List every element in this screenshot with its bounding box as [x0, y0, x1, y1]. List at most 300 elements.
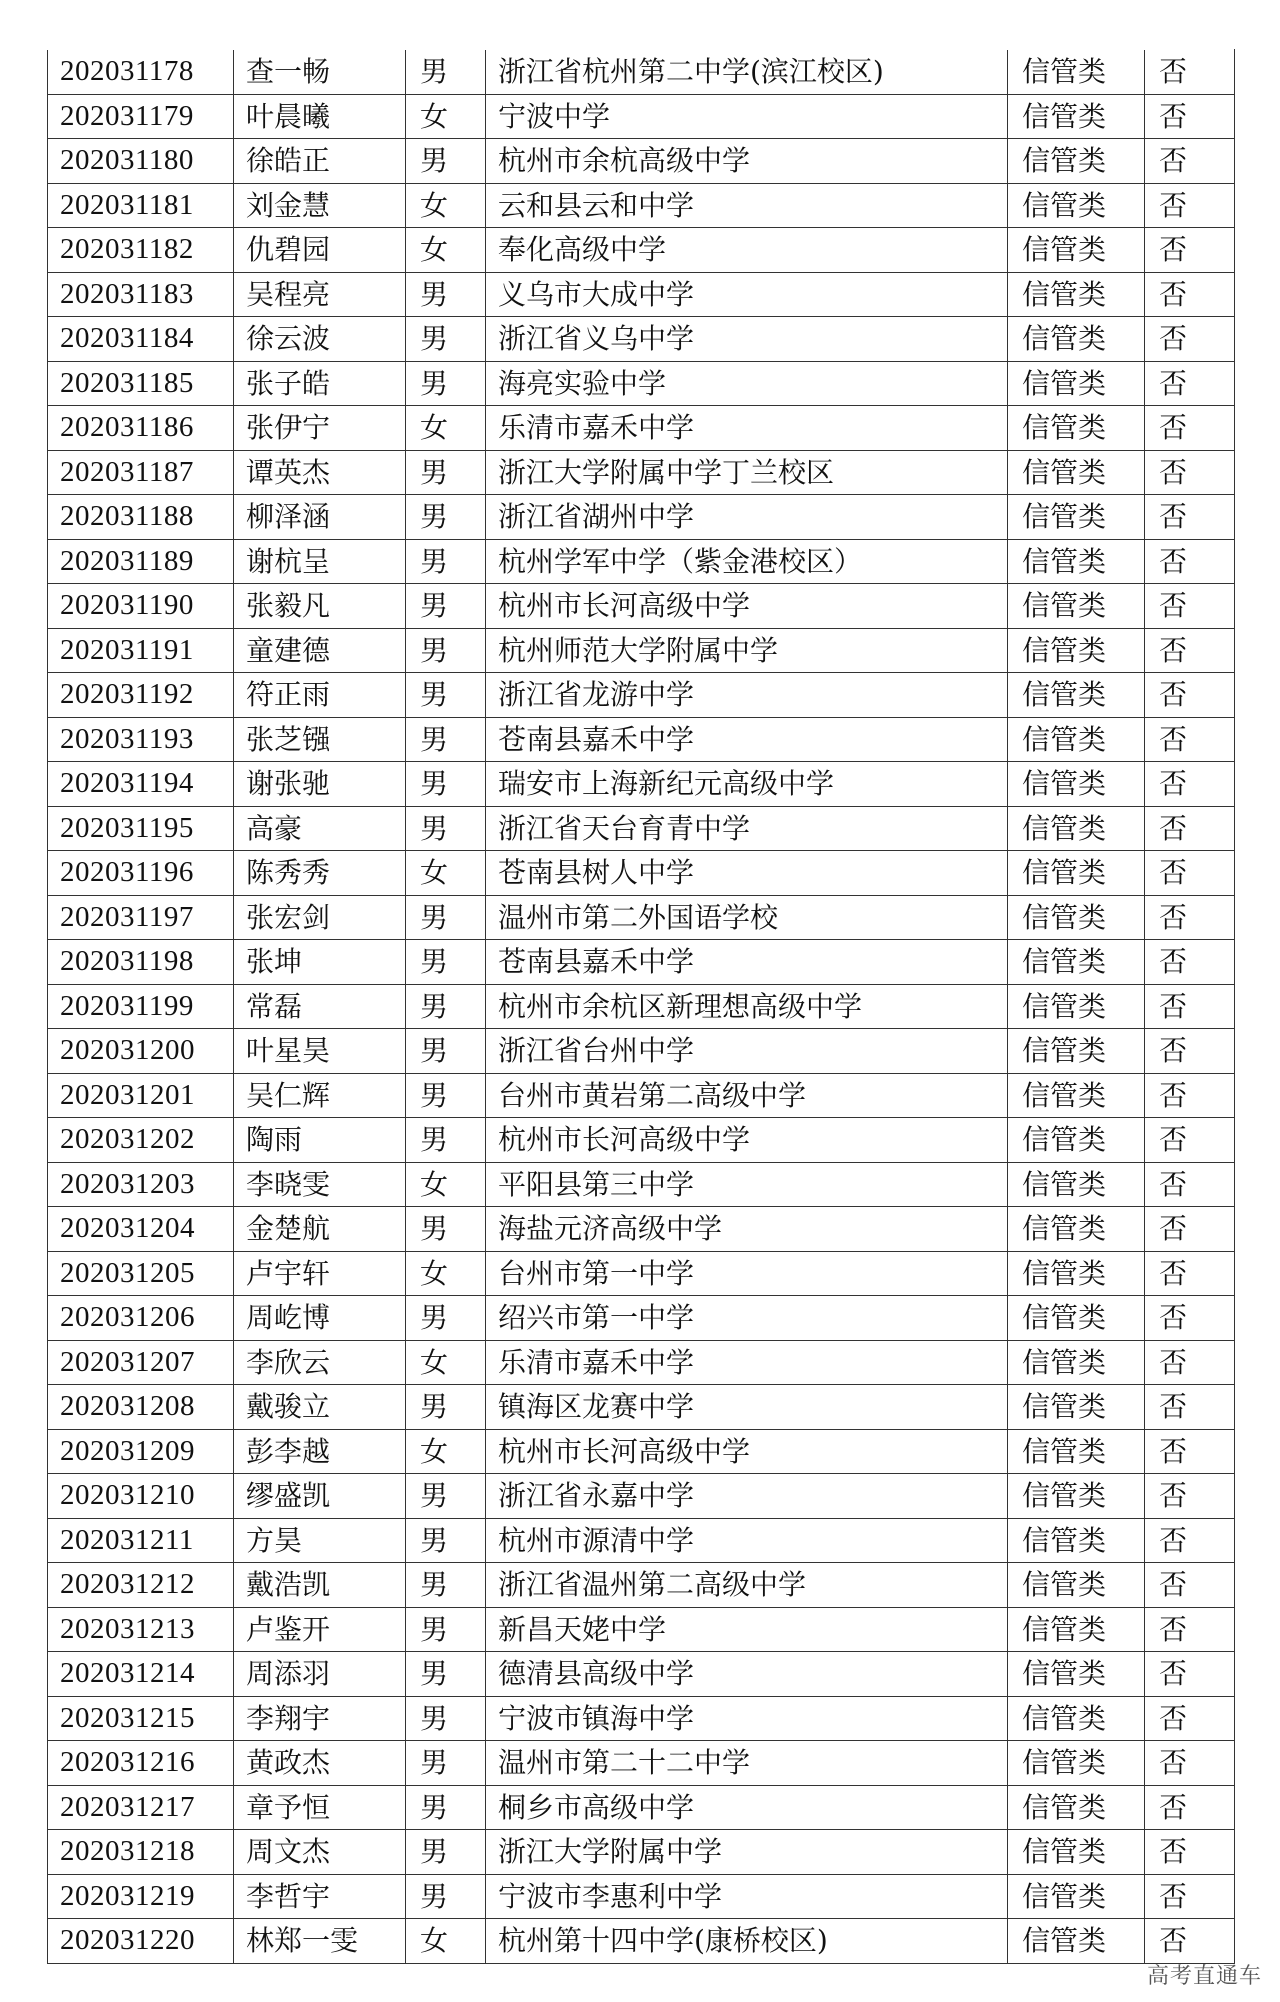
flag-cell: 否	[1145, 1785, 1235, 1830]
school-cell: 海亮实验中学	[486, 361, 1008, 406]
student-name-cell: 徐云波	[234, 317, 406, 362]
flag-cell: 否	[1145, 1474, 1235, 1519]
gender-cell: 男	[406, 495, 486, 540]
flag-cell: 否	[1145, 1741, 1235, 1786]
table-row	[48, 984, 1235, 1029]
table-row	[48, 1652, 1235, 1697]
school-cell: 浙江省龙游中学	[486, 673, 1008, 718]
flag-cell: 否	[1145, 895, 1235, 940]
student-id-cell: 202031198	[48, 940, 234, 985]
table-row	[48, 1251, 1235, 1296]
school-cell: 杭州市长河高级中学	[486, 1429, 1008, 1474]
table-row	[48, 1296, 1235, 1341]
table-row	[48, 1385, 1235, 1430]
major-type-cell: 信管类	[1008, 1785, 1145, 1830]
table-row	[48, 851, 1235, 896]
table-row	[48, 673, 1235, 718]
school-cell: 苍南县嘉禾中学	[486, 717, 1008, 762]
student-name-cell: 黄政杰	[234, 1741, 406, 1786]
school-cell: 浙江省天台育青中学	[486, 806, 1008, 851]
flag-cell: 否	[1145, 717, 1235, 762]
student-name-cell: 张子皓	[234, 361, 406, 406]
school-cell: 宁波市李惠利中学	[486, 1874, 1008, 1919]
flag-cell: 否	[1145, 1251, 1235, 1296]
major-type-cell: 信管类	[1008, 628, 1145, 673]
flag-cell: 否	[1145, 361, 1235, 406]
gender-cell: 男	[406, 317, 486, 362]
school-cell: 浙江大学附属中学丁兰校区	[486, 450, 1008, 495]
student-name-cell: 章予恒	[234, 1785, 406, 1830]
school-cell: 宁波市镇海中学	[486, 1696, 1008, 1741]
school-cell: 杭州学军中学（紫金港校区）	[486, 539, 1008, 584]
student-id-cell: 202031187	[48, 450, 234, 495]
school-cell: 义乌市大成中学	[486, 272, 1008, 317]
table-row	[48, 940, 1235, 985]
school-cell: 浙江大学附属中学	[486, 1830, 1008, 1875]
flag-cell: 否	[1145, 940, 1235, 985]
table-row	[48, 183, 1235, 228]
school-cell: 浙江省温州第二高级中学	[486, 1563, 1008, 1608]
major-type-cell: 信管类	[1008, 94, 1145, 139]
gender-cell: 男	[406, 1607, 486, 1652]
table-row	[48, 1563, 1235, 1608]
table-row	[48, 272, 1235, 317]
school-cell: 云和县云和中学	[486, 183, 1008, 228]
school-cell: 海盐元济高级中学	[486, 1207, 1008, 1252]
student-name-cell: 李晓雯	[234, 1162, 406, 1207]
student-id-cell: 202031185	[48, 361, 234, 406]
major-type-cell: 信管类	[1008, 1162, 1145, 1207]
gender-cell: 男	[406, 1073, 486, 1118]
student-id-cell: 202031207	[48, 1340, 234, 1385]
student-name-cell: 吴仁辉	[234, 1073, 406, 1118]
student-id-cell: 202031197	[48, 895, 234, 940]
student-name-cell: 卢鉴开	[234, 1607, 406, 1652]
gender-cell: 女	[406, 1919, 486, 1964]
major-type-cell: 信管类	[1008, 1607, 1145, 1652]
school-cell: 杭州第十四中学(康桥校区)	[486, 1919, 1008, 1964]
flag-cell: 否	[1145, 1607, 1235, 1652]
gender-cell: 男	[406, 1696, 486, 1741]
student-name-cell: 谢杭呈	[234, 539, 406, 584]
gender-cell: 男	[406, 1830, 486, 1875]
student-name-cell: 查一畅	[234, 50, 406, 95]
gender-cell: 男	[406, 806, 486, 851]
school-cell: 浙江省杭州第二中学(滨江校区)	[486, 50, 1008, 95]
table-row	[48, 1741, 1235, 1786]
student-name-cell: 叶星昊	[234, 1029, 406, 1074]
school-cell: 浙江省义乌中学	[486, 317, 1008, 362]
student-name-cell: 戴浩凯	[234, 1563, 406, 1608]
major-type-cell: 信管类	[1008, 1251, 1145, 1296]
gender-cell: 男	[406, 450, 486, 495]
major-type-cell: 信管类	[1008, 1118, 1145, 1163]
student-id-cell: 202031217	[48, 1785, 234, 1830]
watermark-text: 高考直通车	[1146, 1964, 1262, 1989]
flag-cell: 否	[1145, 628, 1235, 673]
major-type-cell: 信管类	[1008, 1385, 1145, 1430]
flag-cell: 否	[1145, 1385, 1235, 1430]
flag-cell: 否	[1145, 762, 1235, 807]
student-name-cell: 周添羽	[234, 1652, 406, 1697]
major-type-cell: 信管类	[1008, 50, 1145, 95]
school-cell: 台州市第一中学	[486, 1251, 1008, 1296]
school-cell: 瑞安市上海新纪元高级中学	[486, 762, 1008, 807]
gender-cell: 男	[406, 272, 486, 317]
gender-cell: 女	[406, 228, 486, 273]
student-id-cell: 202031211	[48, 1518, 234, 1563]
flag-cell: 否	[1145, 806, 1235, 851]
student-name-cell: 仇碧园	[234, 228, 406, 273]
table-row	[48, 1429, 1235, 1474]
flag-cell: 否	[1145, 495, 1235, 540]
school-cell: 绍兴市第一中学	[486, 1296, 1008, 1341]
student-id-cell: 202031214	[48, 1652, 234, 1697]
major-type-cell: 信管类	[1008, 1429, 1145, 1474]
flag-cell: 否	[1145, 1518, 1235, 1563]
flag-cell: 否	[1145, 1340, 1235, 1385]
gender-cell: 男	[406, 50, 486, 95]
gender-cell: 女	[406, 183, 486, 228]
school-cell: 宁波中学	[486, 94, 1008, 139]
gender-cell: 男	[406, 1518, 486, 1563]
table-row	[48, 1029, 1235, 1074]
student-name-cell: 吴程亮	[234, 272, 406, 317]
gender-cell: 男	[406, 584, 486, 629]
student-id-cell: 202031194	[48, 762, 234, 807]
page-top-edge	[47, 44, 1234, 50]
major-type-cell: 信管类	[1008, 940, 1145, 985]
table-row	[48, 1518, 1235, 1563]
school-cell: 德清县高级中学	[486, 1652, 1008, 1697]
major-type-cell: 信管类	[1008, 584, 1145, 629]
major-type-cell: 信管类	[1008, 1652, 1145, 1697]
student-name-cell: 柳泽涵	[234, 495, 406, 540]
student-id-cell: 202031178	[48, 50, 234, 95]
table-row	[48, 717, 1235, 762]
gender-cell: 男	[406, 1207, 486, 1252]
student-id-cell: 202031181	[48, 183, 234, 228]
gender-cell: 男	[406, 1563, 486, 1608]
flag-cell: 否	[1145, 1652, 1235, 1697]
student-id-cell: 202031202	[48, 1118, 234, 1163]
student-id-cell: 202031208	[48, 1385, 234, 1430]
student-name-cell: 谢张驰	[234, 762, 406, 807]
student-id-cell: 202031192	[48, 673, 234, 718]
gender-cell: 男	[406, 1785, 486, 1830]
student-id-cell: 202031203	[48, 1162, 234, 1207]
gender-cell: 男	[406, 1296, 486, 1341]
school-cell: 桐乡市高级中学	[486, 1785, 1008, 1830]
major-type-cell: 信管类	[1008, 984, 1145, 1029]
table-row	[48, 361, 1235, 406]
flag-cell: 否	[1145, 984, 1235, 1029]
school-cell: 杭州市长河高级中学	[486, 584, 1008, 629]
major-type-cell: 信管类	[1008, 1563, 1145, 1608]
table-row	[48, 895, 1235, 940]
major-type-cell: 信管类	[1008, 183, 1145, 228]
student-name-cell: 刘金慧	[234, 183, 406, 228]
student-id-cell: 202031206	[48, 1296, 234, 1341]
student-name-cell: 周屹博	[234, 1296, 406, 1341]
gender-cell: 男	[406, 139, 486, 184]
major-type-cell: 信管类	[1008, 673, 1145, 718]
student-id-cell: 202031188	[48, 495, 234, 540]
gender-cell: 男	[406, 984, 486, 1029]
major-type-cell: 信管类	[1008, 361, 1145, 406]
flag-cell: 否	[1145, 228, 1235, 273]
table-row	[48, 495, 1235, 540]
student-name-cell: 童建德	[234, 628, 406, 673]
student-id-cell: 202031220	[48, 1919, 234, 1964]
gender-cell: 男	[406, 762, 486, 807]
student-id-cell: 202031200	[48, 1029, 234, 1074]
table-row	[48, 1830, 1235, 1875]
student-id-cell: 202031191	[48, 628, 234, 673]
gender-cell: 女	[406, 1340, 486, 1385]
table-row	[48, 450, 1235, 495]
student-id-cell: 202031184	[48, 317, 234, 362]
student-id-cell: 202031209	[48, 1429, 234, 1474]
major-type-cell: 信管类	[1008, 851, 1145, 896]
major-type-cell: 信管类	[1008, 1518, 1145, 1563]
major-type-cell: 信管类	[1008, 762, 1145, 807]
major-type-cell: 信管类	[1008, 139, 1145, 184]
school-cell: 浙江省永嘉中学	[486, 1474, 1008, 1519]
table-row	[48, 1207, 1235, 1252]
school-cell: 台州市黄岩第二高级中学	[486, 1073, 1008, 1118]
major-type-cell: 信管类	[1008, 1830, 1145, 1875]
flag-cell: 否	[1145, 94, 1235, 139]
school-cell: 乐清市嘉禾中学	[486, 406, 1008, 451]
student-name-cell: 张伊宁	[234, 406, 406, 451]
gender-cell: 男	[406, 1874, 486, 1919]
table-row	[48, 539, 1235, 584]
table-row	[48, 1474, 1235, 1519]
flag-cell: 否	[1145, 1207, 1235, 1252]
major-type-cell: 信管类	[1008, 717, 1145, 762]
table-row	[48, 1919, 1235, 1964]
student-name-cell: 张宏剑	[234, 895, 406, 940]
student-name-cell: 缪盛凯	[234, 1474, 406, 1519]
student-name-cell: 张坤	[234, 940, 406, 985]
flag-cell: 否	[1145, 539, 1235, 584]
flag-cell: 否	[1145, 1919, 1235, 1964]
student-name-cell: 叶晨曦	[234, 94, 406, 139]
flag-cell: 否	[1145, 1162, 1235, 1207]
student-name-cell: 方昊	[234, 1518, 406, 1563]
gender-cell: 男	[406, 895, 486, 940]
flag-cell: 否	[1145, 1073, 1235, 1118]
student-id-cell: 202031195	[48, 806, 234, 851]
student-name-cell: 陶雨	[234, 1118, 406, 1163]
student-id-cell: 202031193	[48, 717, 234, 762]
school-cell: 苍南县树人中学	[486, 851, 1008, 896]
flag-cell: 否	[1145, 1429, 1235, 1474]
school-cell: 乐清市嘉禾中学	[486, 1340, 1008, 1385]
gender-cell: 男	[406, 1385, 486, 1430]
flag-cell: 否	[1145, 183, 1235, 228]
major-type-cell: 信管类	[1008, 1696, 1145, 1741]
gender-cell: 女	[406, 94, 486, 139]
student-id-cell: 202031213	[48, 1607, 234, 1652]
student-id-cell: 202031210	[48, 1474, 234, 1519]
admission-list-sheet	[47, 49, 1234, 1964]
major-type-cell: 信管类	[1008, 228, 1145, 273]
student-id-cell: 202031204	[48, 1207, 234, 1252]
student-name-cell: 卢宇轩	[234, 1251, 406, 1296]
flag-cell: 否	[1145, 272, 1235, 317]
table-row	[48, 1696, 1235, 1741]
table-row	[48, 762, 1235, 807]
table-row	[48, 406, 1235, 451]
student-id-cell: 202031189	[48, 539, 234, 584]
flag-cell: 否	[1145, 450, 1235, 495]
student-id-cell: 202031180	[48, 139, 234, 184]
student-id-cell: 202031196	[48, 851, 234, 896]
major-type-cell: 信管类	[1008, 406, 1145, 451]
student-name-cell: 常磊	[234, 984, 406, 1029]
school-cell: 杭州市源清中学	[486, 1518, 1008, 1563]
gender-cell: 男	[406, 940, 486, 985]
student-name-cell: 李哲宇	[234, 1874, 406, 1919]
student-name-cell: 林郑一雯	[234, 1919, 406, 1964]
major-type-cell: 信管类	[1008, 1207, 1145, 1252]
flag-cell: 否	[1145, 1874, 1235, 1919]
student-id-cell: 202031205	[48, 1251, 234, 1296]
major-type-cell: 信管类	[1008, 1874, 1145, 1919]
flag-cell: 否	[1145, 1296, 1235, 1341]
major-type-cell: 信管类	[1008, 450, 1145, 495]
table-row	[48, 1162, 1235, 1207]
student-name-cell: 徐皓正	[234, 139, 406, 184]
student-name-cell: 高豪	[234, 806, 406, 851]
major-type-cell: 信管类	[1008, 1073, 1145, 1118]
gender-cell: 女	[406, 1429, 486, 1474]
school-cell: 温州市第二外国语学校	[486, 895, 1008, 940]
school-cell: 杭州市长河高级中学	[486, 1118, 1008, 1163]
student-name-cell: 李翔宇	[234, 1696, 406, 1741]
school-cell: 苍南县嘉禾中学	[486, 940, 1008, 985]
student-id-cell: 202031179	[48, 94, 234, 139]
gender-cell: 男	[406, 1741, 486, 1786]
school-cell: 杭州市余杭区新理想高级中学	[486, 984, 1008, 1029]
table-row	[48, 806, 1235, 851]
student-id-cell: 202031186	[48, 406, 234, 451]
student-name-cell: 李欣云	[234, 1340, 406, 1385]
gender-cell: 女	[406, 851, 486, 896]
gender-cell: 男	[406, 673, 486, 718]
school-cell: 杭州市余杭高级中学	[486, 139, 1008, 184]
student-name-cell: 符正雨	[234, 673, 406, 718]
flag-cell: 否	[1145, 584, 1235, 629]
major-type-cell: 信管类	[1008, 1296, 1145, 1341]
gender-cell: 男	[406, 1474, 486, 1519]
gender-cell: 男	[406, 1652, 486, 1697]
table-row	[48, 1607, 1235, 1652]
student-id-cell: 202031216	[48, 1741, 234, 1786]
flag-cell: 否	[1145, 406, 1235, 451]
table-row	[48, 228, 1235, 273]
gender-cell: 男	[406, 717, 486, 762]
student-id-cell: 202031199	[48, 984, 234, 1029]
gender-cell: 男	[406, 628, 486, 673]
table-row	[48, 1073, 1235, 1118]
student-name-cell: 金楚航	[234, 1207, 406, 1252]
student-id-cell: 202031201	[48, 1073, 234, 1118]
flag-cell: 否	[1145, 139, 1235, 184]
table-row	[48, 50, 1235, 95]
table-row	[48, 584, 1235, 629]
flag-cell: 否	[1145, 1118, 1235, 1163]
student-name-cell: 彭李越	[234, 1429, 406, 1474]
student-id-cell: 202031219	[48, 1874, 234, 1919]
flag-cell: 否	[1145, 1830, 1235, 1875]
major-type-cell: 信管类	[1008, 1741, 1145, 1786]
gender-cell: 女	[406, 406, 486, 451]
flag-cell: 否	[1145, 1696, 1235, 1741]
school-cell: 温州市第二十二中学	[486, 1741, 1008, 1786]
table-row	[48, 1118, 1235, 1163]
major-type-cell: 信管类	[1008, 495, 1145, 540]
gender-cell: 女	[406, 1251, 486, 1296]
major-type-cell: 信管类	[1008, 1474, 1145, 1519]
admission-table	[47, 49, 1235, 1964]
major-type-cell: 信管类	[1008, 1029, 1145, 1074]
student-id-cell: 202031182	[48, 228, 234, 273]
major-type-cell: 信管类	[1008, 1340, 1145, 1385]
student-name-cell: 张毅凡	[234, 584, 406, 629]
flag-cell: 否	[1145, 673, 1235, 718]
student-name-cell: 谭英杰	[234, 450, 406, 495]
table-row	[48, 317, 1235, 362]
student-id-cell: 202031215	[48, 1696, 234, 1741]
student-name-cell: 戴骏立	[234, 1385, 406, 1430]
student-name-cell: 陈秀秀	[234, 851, 406, 896]
table-body	[48, 50, 1235, 1964]
major-type-cell: 信管类	[1008, 1919, 1145, 1964]
table-row	[48, 1785, 1235, 1830]
major-type-cell: 信管类	[1008, 272, 1145, 317]
flag-cell: 否	[1145, 50, 1235, 95]
student-name-cell: 周文杰	[234, 1830, 406, 1875]
gender-cell: 男	[406, 361, 486, 406]
major-type-cell: 信管类	[1008, 539, 1145, 584]
table-row	[48, 94, 1235, 139]
student-id-cell: 202031190	[48, 584, 234, 629]
gender-cell: 男	[406, 1118, 486, 1163]
flag-cell: 否	[1145, 1029, 1235, 1074]
gender-cell: 男	[406, 539, 486, 584]
student-id-cell: 202031218	[48, 1830, 234, 1875]
flag-cell: 否	[1145, 851, 1235, 896]
school-cell: 浙江省湖州中学	[486, 495, 1008, 540]
school-cell: 镇海区龙赛中学	[486, 1385, 1008, 1430]
table-row	[48, 1340, 1235, 1385]
major-type-cell: 信管类	[1008, 806, 1145, 851]
major-type-cell: 信管类	[1008, 317, 1145, 362]
school-cell: 杭州师范大学附属中学	[486, 628, 1008, 673]
gender-cell: 女	[406, 1162, 486, 1207]
table-row	[48, 1874, 1235, 1919]
school-cell: 奉化高级中学	[486, 228, 1008, 273]
flag-cell: 否	[1145, 1563, 1235, 1608]
table-row	[48, 628, 1235, 673]
school-cell: 浙江省台州中学	[486, 1029, 1008, 1074]
table-row	[48, 139, 1235, 184]
student-name-cell: 张芝镪	[234, 717, 406, 762]
student-id-cell: 202031183	[48, 272, 234, 317]
